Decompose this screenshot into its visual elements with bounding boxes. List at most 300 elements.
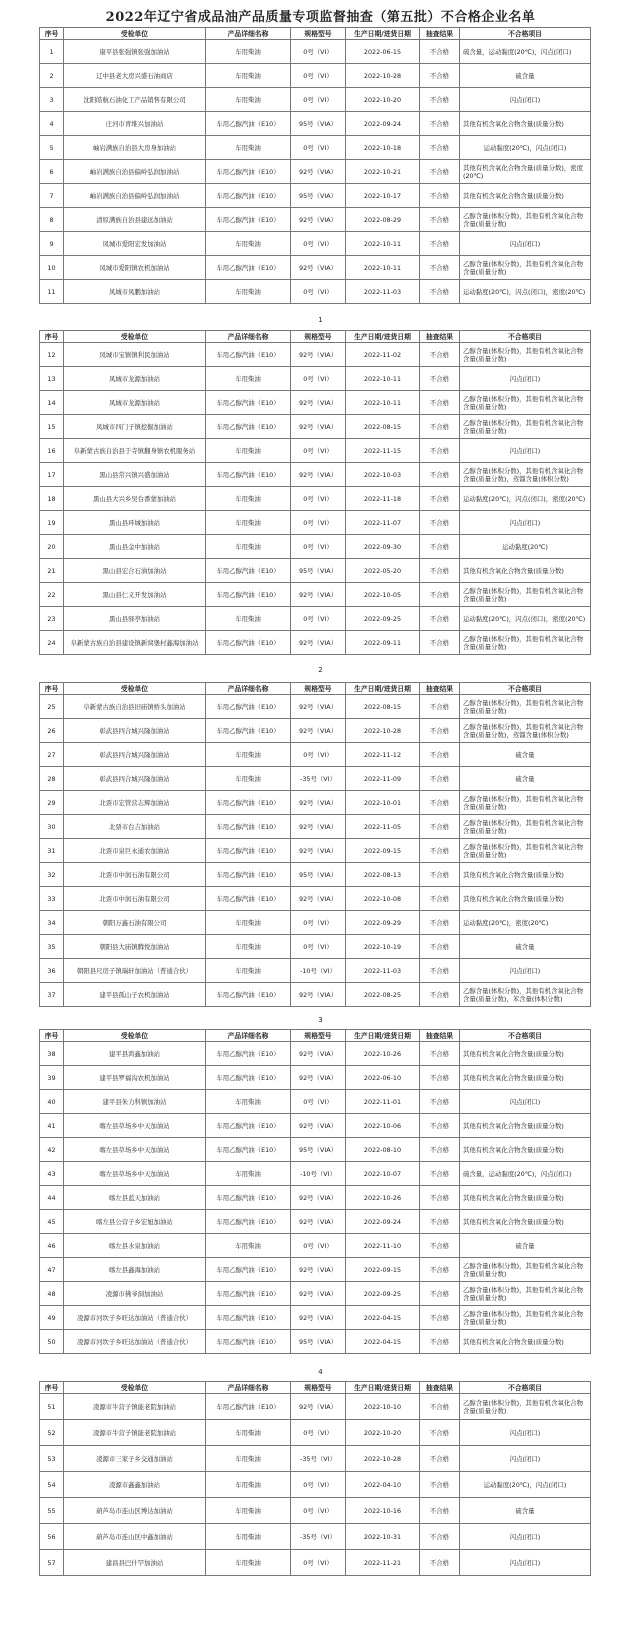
row-number: 24 <box>40 631 64 655</box>
production-date: 2022-11-18 <box>346 487 420 511</box>
table-row <box>40 791 591 815</box>
product-name: 车用柴油 <box>206 367 291 391</box>
defect-items: 运动黏度(20℃)，闪点(闭口) <box>460 1472 591 1498</box>
table-row <box>40 1066 591 1090</box>
table-row <box>40 743 591 767</box>
product-name: 车用柴油 <box>206 911 291 935</box>
table-row <box>40 863 591 887</box>
inspected-unit: 凤城市四门子镇挖掘加油站 <box>64 415 206 439</box>
defect-items: 闪点(闭口) <box>460 1550 591 1576</box>
page-number: 1 <box>318 316 323 324</box>
inspection-result: 不合格 <box>420 983 460 1007</box>
table-row <box>40 415 591 439</box>
inspected-unit: 凌源市河坎子乡旺达加油站（普通合伙） <box>64 1306 206 1330</box>
table-row <box>40 280 591 304</box>
production-date: 2022-09-30 <box>346 535 420 559</box>
inspection-result: 不合格 <box>420 959 460 983</box>
production-date: 2022-09-24 <box>346 1210 420 1234</box>
inspection-result: 不合格 <box>420 136 460 160</box>
inspected-unit: 岫岩满族自治县偏岭弘润加油站 <box>64 184 206 208</box>
row-number: 3 <box>40 88 64 112</box>
table-header-row <box>40 683 591 695</box>
inspected-unit: 沈阳皓航石油化工产品销售有限公司 <box>64 88 206 112</box>
production-date: 2022-04-15 <box>346 1306 420 1330</box>
row-number: 33 <box>40 887 64 911</box>
production-date: 2022-04-15 <box>346 1330 420 1354</box>
row-number: 47 <box>40 1258 64 1282</box>
specification: 92号（VIA） <box>291 463 346 487</box>
production-date: 2022-05-20 <box>346 559 420 583</box>
inspection-result: 不合格 <box>420 935 460 959</box>
table-row <box>40 1306 591 1330</box>
defect-items: 硫含量 <box>460 935 591 959</box>
specification: 92号（VIA） <box>291 1114 346 1138</box>
product-name: 车用乙醇汽油（E10） <box>206 815 291 839</box>
specification: 0号（VI） <box>291 1090 346 1114</box>
inspection-result: 不合格 <box>420 487 460 511</box>
specification: 95号（VIA） <box>291 112 346 136</box>
product-name: 车用乙醇汽油（E10） <box>206 208 291 232</box>
production-date: 2022-10-31 <box>346 1524 420 1550</box>
inspected-unit: 建平县鸿鑫加油站 <box>64 1042 206 1066</box>
production-date: 2022-08-25 <box>346 983 420 1007</box>
inspected-unit: 彰武县四合城兴隆加油站 <box>64 767 206 791</box>
production-date: 2022-09-25 <box>346 607 420 631</box>
row-number: 8 <box>40 208 64 232</box>
defect-items: 硫含量 <box>460 743 591 767</box>
inspected-unit: 喀左县草场乡中天加油站 <box>64 1138 206 1162</box>
row-number: 52 <box>40 1420 64 1446</box>
product-name: 车用乙醇汽油（E10） <box>206 1186 291 1210</box>
production-date: 2022-06-10 <box>346 1066 420 1090</box>
table-row <box>40 391 591 415</box>
specification: 92号（VIA） <box>291 415 346 439</box>
inspected-unit: 彰武县四合城兴隆加油站 <box>64 743 206 767</box>
product-name: 车用柴油 <box>206 1090 291 1114</box>
column-header-product-name: 产品详细名称 <box>206 1382 291 1394</box>
production-date: 2022-10-19 <box>346 935 420 959</box>
defect-items: 其他有机含氧化合物含量(质量分数) <box>460 1138 591 1162</box>
row-number: 49 <box>40 1306 64 1330</box>
inspected-unit: 黑山县大兴乡吴台番蒙加油站 <box>64 487 206 511</box>
defect-items: 乙醇含量(体积分数)，其他有机含氧化合物含量(质量分数) <box>460 343 591 367</box>
row-number: 23 <box>40 607 64 631</box>
product-name: 车用乙醇汽油（E10） <box>206 1066 291 1090</box>
product-name: 车用乙醇汽油（E10） <box>206 160 291 184</box>
specification: 0号（VI） <box>291 1420 346 1446</box>
row-number: 31 <box>40 839 64 863</box>
inspected-unit: 喀左县草场乡中天加油站 <box>64 1114 206 1138</box>
product-name: 车用乙醇汽油（E10） <box>206 1394 291 1420</box>
table-row <box>40 40 591 64</box>
table-row <box>40 64 591 88</box>
column-header-row-number: 序号 <box>40 28 64 40</box>
row-number: 28 <box>40 767 64 791</box>
row-number: 6 <box>40 160 64 184</box>
inspected-unit: 北票市中润石油有限公司 <box>64 887 206 911</box>
inspection-result: 不合格 <box>420 1186 460 1210</box>
specification: 92号（VIA） <box>291 1306 346 1330</box>
table-row <box>40 367 591 391</box>
defect-items: 其他有机含氧化合物含量(质量分数) <box>460 559 591 583</box>
column-header-inspection-result: 抽查结果 <box>420 683 460 695</box>
inspected-unit: 北票市中润石油有限公司 <box>64 863 206 887</box>
product-name: 车用柴油 <box>206 1550 291 1576</box>
product-name: 车用乙醇汽油（E10） <box>206 391 291 415</box>
product-name: 车用柴油 <box>206 1524 291 1550</box>
specification: 92号（VIA） <box>291 1394 346 1420</box>
table-row <box>40 1042 591 1066</box>
inspection-result: 不合格 <box>420 1446 460 1472</box>
table-header-row <box>40 28 591 40</box>
specification: 92号（VIA） <box>291 1258 346 1282</box>
product-name: 车用乙醇汽油（E10） <box>206 1114 291 1138</box>
row-number: 1 <box>40 40 64 64</box>
specification: 0号（VI） <box>291 232 346 256</box>
defect-items: 其他有机含氧化合物含量(质量分数) <box>460 1210 591 1234</box>
product-name: 车用乙醇汽油（E10） <box>206 887 291 911</box>
row-number: 12 <box>40 343 64 367</box>
product-name: 车用柴油 <box>206 511 291 535</box>
product-name: 车用乙醇汽油（E10） <box>206 1306 291 1330</box>
column-header-product-name: 产品详细名称 <box>206 1030 291 1042</box>
specification: 0号（VI） <box>291 439 346 463</box>
production-date: 2022-09-11 <box>346 631 420 655</box>
inspection-result: 不合格 <box>420 695 460 719</box>
production-date: 2022-10-28 <box>346 64 420 88</box>
row-number: 57 <box>40 1550 64 1576</box>
product-name: 车用乙醇汽油（E10） <box>206 791 291 815</box>
defect-items: 其他有机含氧化合物含量(质量分数) <box>460 887 591 911</box>
inspection-result: 不合格 <box>420 511 460 535</box>
inspected-unit: 凌源市三家子乡交通加油站 <box>64 1446 206 1472</box>
specification: -35号（VI） <box>291 1524 346 1550</box>
defect-items: 闪点(闭口) <box>460 1090 591 1114</box>
column-header-inspection-result: 抽查结果 <box>420 28 460 40</box>
table-row <box>40 719 591 743</box>
defect-items: 其他有机含氧化合物含量(质量分数) <box>460 1330 591 1354</box>
row-number: 53 <box>40 1446 64 1472</box>
page-number: 4 <box>318 1368 323 1376</box>
defect-items: 闪点(闭口) <box>460 439 591 463</box>
column-header-specification: 规格型号 <box>291 28 346 40</box>
inspected-unit: 黑山县驿亭加油站 <box>64 607 206 631</box>
row-number: 19 <box>40 511 64 535</box>
defect-items: 闪点(闭口) <box>460 959 591 983</box>
inspected-unit: 葫芦岛市连山区中鑫加油站 <box>64 1524 206 1550</box>
row-number: 25 <box>40 695 64 719</box>
table-row <box>40 1210 591 1234</box>
specification: 92号（VIA） <box>291 160 346 184</box>
column-header-defect-items: 不合格项目 <box>460 1030 591 1042</box>
product-name: 车用柴油 <box>206 1498 291 1524</box>
product-name: 车用柴油 <box>206 743 291 767</box>
inspection-result: 不合格 <box>420 463 460 487</box>
defect-items: 运动黏度(20℃)，密度(20℃) <box>460 911 591 935</box>
row-number: 10 <box>40 256 64 280</box>
defect-items: 硫含量 <box>460 1234 591 1258</box>
defect-items: 运动黏度(20℃)，闪点(闭口)，密度(20℃) <box>460 280 591 304</box>
column-header-defect-items: 不合格项目 <box>460 331 591 343</box>
row-number: 27 <box>40 743 64 767</box>
production-date: 2022-09-15 <box>346 1258 420 1282</box>
table-row <box>40 1282 591 1306</box>
inspection-result: 不合格 <box>420 367 460 391</box>
table-header-row <box>40 331 591 343</box>
specification: 0号（VI） <box>291 1234 346 1258</box>
inspection-result: 不合格 <box>420 583 460 607</box>
inspected-unit: 阜新蒙古族自治县于寺镇翻身镇农机服务站 <box>64 439 206 463</box>
production-date: 2022-09-29 <box>346 911 420 935</box>
inspected-unit: 黑山县金中加油站 <box>64 535 206 559</box>
row-number: 26 <box>40 719 64 743</box>
specification: 0号（VI） <box>291 935 346 959</box>
table-row <box>40 983 591 1007</box>
row-number: 9 <box>40 232 64 256</box>
column-header-inspected-unit: 受检单位 <box>64 331 206 343</box>
product-name: 车用乙醇汽油（E10） <box>206 1258 291 1282</box>
table-row <box>40 256 591 280</box>
specification: 0号（VI） <box>291 1550 346 1576</box>
row-number: 40 <box>40 1090 64 1114</box>
table-row <box>40 1186 591 1210</box>
defect-items: 运动黏度(20℃)，闪点(闭口)，密度(20℃) <box>460 487 591 511</box>
inspected-unit: 清原满族自治县建远加油站 <box>64 208 206 232</box>
defect-items: 其他有机含氧化合物含量(质量分数) <box>460 1114 591 1138</box>
inspected-unit: 凤城市龙源加油站 <box>64 391 206 415</box>
inspection-result: 不合格 <box>420 160 460 184</box>
row-number: 42 <box>40 1138 64 1162</box>
column-header-row-number: 序号 <box>40 1382 64 1394</box>
production-date: 2022-10-05 <box>346 583 420 607</box>
product-name: 车用柴油 <box>206 40 291 64</box>
row-number: 34 <box>40 911 64 935</box>
column-header-defect-items: 不合格项目 <box>460 28 591 40</box>
row-number: 35 <box>40 935 64 959</box>
defect-items: 乙醇含量(体积分数)，其他有机含氧化合物含量(质量分数) <box>460 1394 591 1420</box>
production-date: 2022-11-21 <box>346 1550 420 1576</box>
inspected-unit: 朝阳县尺房子镇瑞轩加油站（普通合伙） <box>64 959 206 983</box>
table-row <box>40 1498 591 1524</box>
product-name: 车用柴油 <box>206 959 291 983</box>
table-row <box>40 1258 591 1282</box>
defect-items: 其他有机含氧化合物含量(质量分数) <box>460 1042 591 1066</box>
product-name: 车用柴油 <box>206 1472 291 1498</box>
inspection-result: 不合格 <box>420 1210 460 1234</box>
row-number: 48 <box>40 1282 64 1306</box>
inspected-unit: 凌源市牛营子镇能老院加油站 <box>64 1394 206 1420</box>
specification: 92号（VIA） <box>291 631 346 655</box>
table-row <box>40 767 591 791</box>
defect-items: 乙醇含量(体积分数)，其他有机含氧化合物含量(质量分数) <box>460 391 591 415</box>
inspection-result: 不合格 <box>420 232 460 256</box>
row-number: 36 <box>40 959 64 983</box>
product-name: 车用乙醇汽油（E10） <box>206 983 291 1007</box>
defect-items: 乙醇含量(体积分数)，其他有机含氧化合物含量(质量分数) <box>460 695 591 719</box>
specification: 0号（VI） <box>291 1498 346 1524</box>
specification: 92号（VIA） <box>291 887 346 911</box>
inspection-result: 不合格 <box>420 1258 460 1282</box>
inspected-unit: 喀左县蓝天加油站 <box>64 1186 206 1210</box>
table-row <box>40 631 591 655</box>
defect-items: 其他有机含氧化合物含量(质量分数) <box>460 184 591 208</box>
inspected-unit: 建平县罗福沟农机加油站 <box>64 1066 206 1090</box>
product-name: 车用乙醇汽油（E10） <box>206 719 291 743</box>
defect-items: 其他有机含氧化合物含量(质量分数)，密度(20℃) <box>460 160 591 184</box>
inspected-unit: 凌源市河坎子乡旺达加油站（普通合伙） <box>64 1330 206 1354</box>
defect-items: 闪点(闭口) <box>460 88 591 112</box>
table-row <box>40 1446 591 1472</box>
inspection-result: 不合格 <box>420 1472 460 1498</box>
inspection-result: 不合格 <box>420 887 460 911</box>
table-row <box>40 511 591 535</box>
inspection-result: 不合格 <box>420 1524 460 1550</box>
product-name: 车用乙醇汽油（E10） <box>206 343 291 367</box>
production-date: 2022-10-01 <box>346 791 420 815</box>
specification: 92号（VIA） <box>291 256 346 280</box>
inspected-unit: 喀左县鑫海加油站 <box>64 1258 206 1282</box>
row-number: 54 <box>40 1472 64 1498</box>
defect-items: 乙醇含量(体积分数)，其他有机含氧化合物含量(质量分数) <box>460 839 591 863</box>
defect-items: 乙醇含量(体积分数)，其他有机含氧化合物含量(质量分数) <box>460 256 591 280</box>
specification: 0号（VI） <box>291 40 346 64</box>
table-row <box>40 559 591 583</box>
table-row <box>40 184 591 208</box>
column-header-inspection-result: 抽查结果 <box>420 1382 460 1394</box>
defect-items: 乙醇含量(体积分数)，其他有机含氧化合物含量(质量分数)，蒸馏含量(体积分数) <box>460 463 591 487</box>
specification: 0号（VI） <box>291 535 346 559</box>
inspection-result: 不合格 <box>420 1306 460 1330</box>
inspection-result: 不合格 <box>420 631 460 655</box>
inspection-result: 不合格 <box>420 1498 460 1524</box>
column-header-product-name: 产品详细名称 <box>206 683 291 695</box>
product-name: 车用乙醇汽油（E10） <box>206 415 291 439</box>
product-name: 车用柴油 <box>206 535 291 559</box>
inspected-unit: 凤城市爱阳镇农机加油站 <box>64 256 206 280</box>
defect-items: 乙醇含量(体积分数)，其他有机含氧化合物含量(质量分数) <box>460 1258 591 1282</box>
production-date: 2022-11-09 <box>346 767 420 791</box>
defect-items: 运动黏度(20℃) <box>460 535 591 559</box>
production-date: 2022-10-18 <box>346 136 420 160</box>
product-name: 车用柴油 <box>206 64 291 88</box>
inspection-result: 不合格 <box>420 911 460 935</box>
inspected-unit: 朝阳县大庙镇腾悦加油站 <box>64 935 206 959</box>
production-date: 2022-11-03 <box>346 280 420 304</box>
production-date: 2022-10-28 <box>346 719 420 743</box>
column-header-specification: 规格型号 <box>291 1382 346 1394</box>
inspected-unit: 凌源市佛爷洞加油站 <box>64 1282 206 1306</box>
product-name: 车用乙醇汽油（E10） <box>206 1282 291 1306</box>
specification: 92号（VIA） <box>291 815 346 839</box>
inspected-unit: 彰武县四合城兴隆加油站 <box>64 719 206 743</box>
specification: -10号（VI） <box>291 1162 346 1186</box>
product-name: 车用柴油 <box>206 439 291 463</box>
specification: 0号（VI） <box>291 1472 346 1498</box>
column-header-product-name: 产品详细名称 <box>206 28 291 40</box>
production-date: 2022-10-26 <box>346 1186 420 1210</box>
row-number: 44 <box>40 1186 64 1210</box>
defect-items: 硫含量 <box>460 1498 591 1524</box>
table-header-row <box>40 1030 591 1042</box>
inspected-unit: 凤城市凤鹏加油站 <box>64 280 206 304</box>
product-name: 车用乙醇汽油（E10） <box>206 631 291 655</box>
inspection-result: 不合格 <box>420 1066 460 1090</box>
inspection-result: 不合格 <box>420 1114 460 1138</box>
row-number: 4 <box>40 112 64 136</box>
defect-items: 硫含量 <box>460 64 591 88</box>
product-name: 车用柴油 <box>206 767 291 791</box>
column-header-specification: 规格型号 <box>291 331 346 343</box>
product-name: 车用柴油 <box>206 1446 291 1472</box>
inspected-unit: 喀左县公营子乡宏旭加油站 <box>64 1210 206 1234</box>
table-row <box>40 815 591 839</box>
defect-items: 闪点(闭口) <box>460 1420 591 1446</box>
product-name: 车用乙醇汽油（E10） <box>206 695 291 719</box>
page-title: 2022年辽宁省成品油产品质量专项监督抽查（第五批）不合格企业名单 <box>105 10 536 25</box>
inspected-unit: 凌源市鑫鑫加油站 <box>64 1472 206 1498</box>
row-number: 7 <box>40 184 64 208</box>
product-name: 车用柴油 <box>206 280 291 304</box>
row-number: 43 <box>40 1162 64 1186</box>
defect-items: 乙醇含量(体积分数)，其他有机含氧化合物含量(质量分数) <box>460 208 591 232</box>
column-header-specification: 规格型号 <box>291 683 346 695</box>
specification: 92号（VIA） <box>291 791 346 815</box>
product-name: 车用柴油 <box>206 935 291 959</box>
product-name: 车用柴油 <box>206 1234 291 1258</box>
production-date: 2022-11-03 <box>346 959 420 983</box>
row-number: 46 <box>40 1234 64 1258</box>
table-row <box>40 1114 591 1138</box>
inspection-result: 不合格 <box>420 439 460 463</box>
production-date: 2022-10-03 <box>346 463 420 487</box>
inspected-unit: 北票市宏管营志辉加油站 <box>64 791 206 815</box>
column-header-inspected-unit: 受检单位 <box>64 28 206 40</box>
defect-items: 乙醇含量(体积分数)，其他有机含氧化合物含量(质量分数) <box>460 1282 591 1306</box>
defect-items: 硫含量，运动黏度(20℃)，闪点(闭口) <box>460 40 591 64</box>
defect-items: 硫含量，运动黏度(20℃)，闪点(闭口) <box>460 1162 591 1186</box>
column-header-row-number: 序号 <box>40 1030 64 1042</box>
inspection-result: 不合格 <box>420 343 460 367</box>
row-number: 14 <box>40 391 64 415</box>
production-date: 2022-10-11 <box>346 391 420 415</box>
table-row <box>40 1138 591 1162</box>
table-row <box>40 487 591 511</box>
specification: 95号（VIA） <box>291 1138 346 1162</box>
specification: 92号（VIA） <box>291 1042 346 1066</box>
product-name: 车用乙醇汽油（E10） <box>206 583 291 607</box>
table-row <box>40 136 591 160</box>
inspection-result: 不合格 <box>420 280 460 304</box>
column-header-production-date: 生产日期/进货日期 <box>346 1030 420 1042</box>
defect-items: 硫含量 <box>460 767 591 791</box>
specification: 92号（VIA） <box>291 1282 346 1306</box>
product-name: 车用乙醇汽油（E10） <box>206 1042 291 1066</box>
specification: 0号（VI） <box>291 511 346 535</box>
defect-items: 运动黏度(20℃)，闪点(闭口)，密度(20℃) <box>460 607 591 631</box>
table-row <box>40 88 591 112</box>
inspected-unit: 喀左县水泉加油站 <box>64 1234 206 1258</box>
inspection-result: 不合格 <box>420 743 460 767</box>
specification: 92号（VIA） <box>291 343 346 367</box>
product-name: 车用乙醇汽油（E10） <box>206 1330 291 1354</box>
production-date: 2022-10-21 <box>346 160 420 184</box>
column-header-specification: 规格型号 <box>291 1030 346 1042</box>
product-name: 车用柴油 <box>206 136 291 160</box>
row-number: 30 <box>40 815 64 839</box>
table-row <box>40 463 591 487</box>
specification: 92号（VIA） <box>291 583 346 607</box>
defect-items: 乙醇含量(体积分数)，其他有机含氧化合物含量(质量分数) <box>460 1306 591 1330</box>
